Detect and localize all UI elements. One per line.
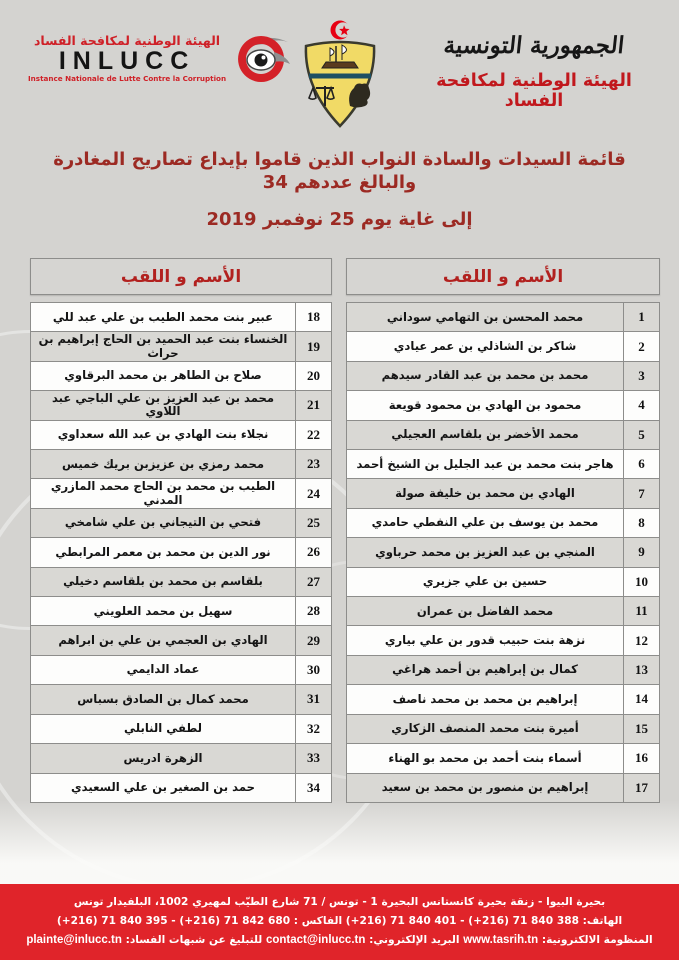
row-number: 19 [295,332,331,360]
deputy-name: هاجر بنت محمد بن عبد الجليل بن الشيخ أحمد [356,456,614,471]
tunisia-coat-of-arms-icon [292,18,388,130]
table-row [347,509,659,538]
authority-name: الهيئة الوطنية لمكافحة الفساد [436,71,632,111]
deputy-name: الهادي بن محمد بن خليفة صولة [395,485,575,500]
table-row [31,450,331,479]
phone-label: الهاتف: [582,914,623,927]
row-number: 3 [623,362,659,390]
inlucc-french-name: Instance Nationale de Lutte Contre la Corruption [28,74,227,84]
deputy-name: سهيل بن محمد العلويني [93,603,233,618]
table-row [31,774,331,802]
deputy-name: الخنساء بنت عبد الحميد بن الحاج إبراهيم بن حراث [38,332,288,360]
row-number: 8 [623,509,659,537]
table-row [347,538,659,567]
deputy-name: محمد بن محمد بن عبد القادر سيدهم [381,368,589,383]
table-row [31,715,331,744]
table-row [31,685,331,714]
deputy-name: محمد المحسن بن التهامي سوداني [386,309,584,324]
row-number: 23 [295,450,331,478]
inlucc-acronym: INLUCC [58,46,196,75]
deputy-name: أسماء بنت أحمد بن محمد بو الهناء [388,750,582,765]
footer-phone-fax [0,914,679,929]
table-row [31,362,331,391]
deputy-name: محمد كمال بن الصادق بسباس [77,691,249,706]
table-row [31,626,331,655]
row-number: 18 [295,303,331,331]
footer-online [0,932,679,949]
title-line-2: إلى غاية يوم 25 نوفمبر 2019 [206,208,473,230]
deputy-name: نور الدين بن محمد بن معمر المرابطي [55,544,271,559]
row-number: 17 [623,774,659,802]
table-row [31,744,331,773]
document-header [0,18,679,130]
table-row [31,479,331,508]
table-row [347,656,659,685]
row-number: 11 [623,597,659,625]
row-number: 10 [623,568,659,596]
table-row [31,509,331,538]
republic-header [409,32,659,111]
table-deputies-1-17 [346,258,660,804]
title-line-1: قائمة السيدات والسادة النواب الذين قاموا بإيداع تصاريح المغادرة والبالغ عددهم 34 [53,149,626,194]
table-row [31,568,331,597]
row-number: 22 [295,421,331,449]
report-email: plainte@inlucc.tn [26,934,122,947]
deputy-name: صلاح بن الطاهر بن محمد البرقاوي [64,368,262,383]
inlucc-logo [28,30,253,86]
table-row [31,656,331,685]
fax-label: الفاكس : [293,914,343,927]
deputy-name: عماد الدايمي [126,662,200,677]
table-row [347,450,659,479]
table-row [347,597,659,626]
deputy-name: الزهرة ادريس [123,750,203,765]
row-number: 7 [623,479,659,507]
table-body [346,302,660,803]
table-row [31,332,331,361]
footer-address: بحيرة البيوا - زنقة بحيرة كانستانس البحيرة 1 - تونس / 71 شارع الطيّب لمهيري 1002، البلفيدار تونس [73,896,606,909]
platform-label: المنظومة الالكترونية: [541,934,653,947]
report-label: للتبليغ عن شبهات الفساد: [125,934,263,947]
row-number: 5 [623,421,659,449]
row-number: 24 [295,479,331,507]
document-title [25,148,654,230]
row-number: 6 [623,450,659,478]
table-row [347,332,659,361]
table-row [31,303,331,332]
row-number: 12 [623,626,659,654]
row-number: 16 [623,744,659,772]
table-row [347,391,659,420]
row-number: 2 [623,332,659,360]
deputy-name: إبراهيم بن محمد بن محمد ناصف [392,691,578,706]
deputy-name: محمود بن الهادي بن محمود قويعة [388,397,582,412]
row-number: 25 [295,509,331,537]
row-number: 33 [295,744,331,772]
table-header: الأسم و اللقب [346,258,660,295]
deputy-name: إبراهيم بن منصور بن محمد بن سعيد [381,780,589,795]
table-row [347,685,659,714]
row-number: 34 [295,774,331,802]
deputy-name: الهادي بن العجمي بن علي بن ابراهم [58,633,268,647]
row-number: 20 [295,362,331,390]
row-number: 13 [623,656,659,684]
deputy-name: المنجي بن عبد العزيز بن محمد حرباوي [375,544,595,559]
republic-calligraphy: الجمهورية التونسية [442,32,626,59]
table-body [30,302,332,803]
table-row [347,626,659,655]
inlucc-logo-text [28,33,226,83]
deputy-name: محمد الأخضر بن بلقاسم العجيلي [391,427,579,442]
table-deputies-18-34 [30,258,332,804]
row-number: 15 [623,715,659,743]
row-number: 27 [295,568,331,596]
deputy-name: شاكر بن الشاذلي بن عمر عيادي [393,338,577,353]
table-row [347,479,659,508]
email-label: البريد الإلكتروني: [369,934,460,947]
phone-numbers: (+216) 71 840 401 - (+216) 71 840 388 [345,914,579,927]
deputy-name: بلقاسم بن محمد بن بلقاسم دخيلي [63,574,263,589]
contact-footer [0,884,679,960]
table-row [347,362,659,391]
table-row [31,597,331,626]
table-row [31,538,331,567]
deputy-name: أميرة بنت محمد المنصف الزكاري [391,721,579,736]
table-row [347,421,659,450]
row-number: 26 [295,538,331,566]
deputy-name: حسين بن علي جزيري [422,574,548,589]
table-row [347,744,659,773]
deputy-name: لطفي النابلي [124,721,202,736]
deputy-name: نزهة بنت حبيب قدور بن علي بياري [384,633,586,647]
deputy-name: محمد الفاضل بن عمران [416,603,554,618]
row-number: 9 [623,538,659,566]
fax-numbers: (+216) 71 840 395 - (+216) 71 842 680 [56,914,291,927]
deputy-name: حمد بن الصغير بن علي السعيدي [71,780,255,795]
inlucc-eye-icon [230,30,292,86]
row-number: 31 [295,685,331,713]
row-number: 1 [623,303,659,331]
row-number: 29 [295,626,331,654]
deputy-name: عبير بنت محمد الطيب بن علي عبد للي [52,309,274,324]
row-number: 32 [295,715,331,743]
platform-url: www.tasrih.tn [463,934,539,947]
row-number: 4 [623,391,659,419]
table-row [347,715,659,744]
deputy-name: محمد رمزي بن عزيزبن بريك خميس [61,456,265,471]
deputy-name: الطيب بن محمد بن الحاج محمد المازري المدني [50,479,276,507]
table-header: الأسم و اللقب [30,258,332,295]
page-light-band [0,800,679,884]
table-row [347,303,659,332]
inlucc-arabic-name: الهيئة الوطنية لمكافحة الفساد [34,32,221,48]
table-row [31,391,331,420]
table-row [347,774,659,802]
row-number: 30 [295,656,331,684]
row-number: 14 [623,685,659,713]
deputy-name: محمد بن عبد العزيز بن علي الباجي عبد اللاوي [51,391,275,419]
deputy-name: فتحي بن التيجاني بن علي شامخي [64,515,262,530]
row-number: 28 [295,597,331,625]
deputy-name: كمال بن إبراهيم بن أحمد هراغي [392,662,578,677]
row-number: 21 [295,391,331,419]
table-row [347,568,659,597]
email-address: contact@inlucc.tn [265,934,366,947]
table-row [31,421,331,450]
deputy-name: نجلاء بنت الهادي بن عبد الله سعداوي [57,427,269,442]
deputy-name: محمد بن يوسف بن علي النفطي حامدي [371,515,599,530]
